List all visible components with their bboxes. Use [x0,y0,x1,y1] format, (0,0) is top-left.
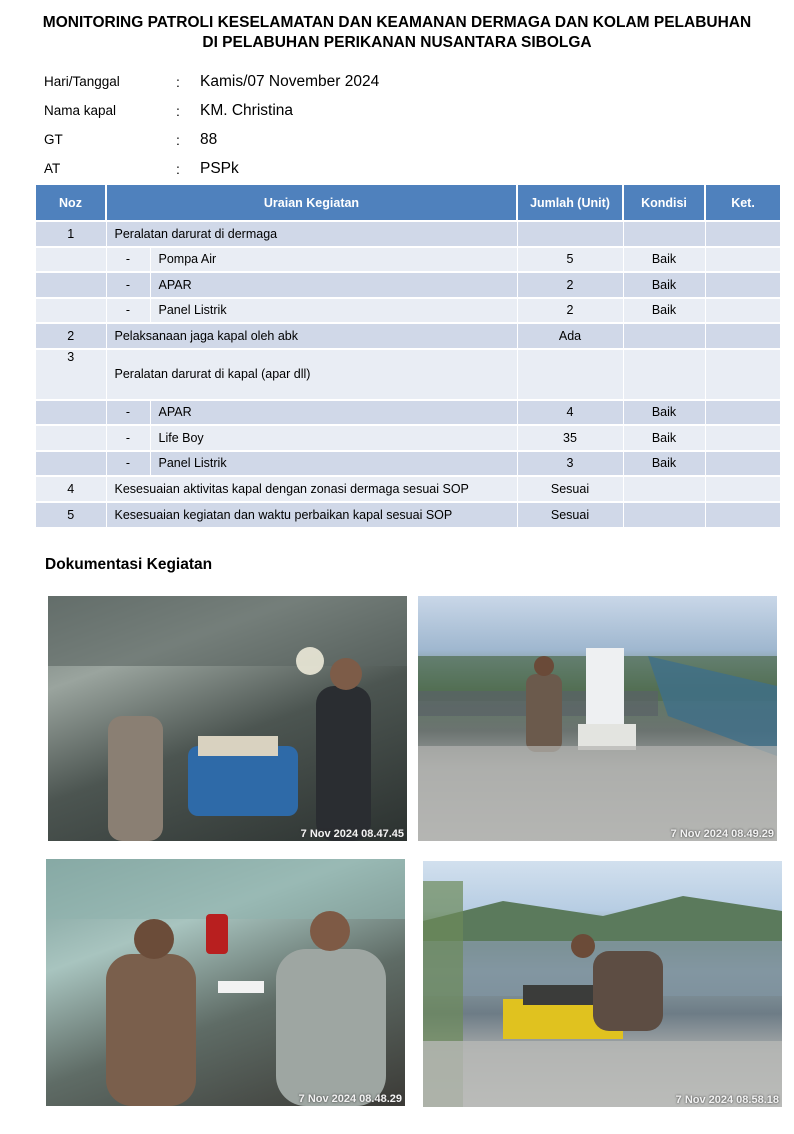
photo-timestamp: 7 Nov 2024 08.48.29 [298,1093,402,1105]
row-quantity: 5 [517,247,623,273]
photo-scene [418,596,777,841]
header-description: Uraian Kegiatan [106,185,517,221]
row-description: Life Boy [150,425,517,451]
row-condition [623,221,705,247]
info-value: 88 [200,130,218,148]
row-dash: - [106,272,150,298]
row-dash: - [106,425,150,451]
row-no: 4 [36,476,106,502]
table-row [36,400,780,426]
row-quantity: Sesuai [517,476,623,502]
row-description: Peralatan darurat di dermaga [106,221,517,247]
table-row [36,323,780,349]
row-condition [623,349,705,400]
photo-scene [46,859,405,1106]
info-block [44,67,379,183]
row-notes [705,425,780,451]
info-value: KM. Christina [200,101,294,119]
table-row [36,476,780,502]
info-colon: : [176,102,180,119]
row-dash: - [106,247,150,273]
row-notes [705,323,780,349]
row-description: Panel Listrik [150,298,517,324]
table-row [36,247,780,273]
info-label: GT [44,132,63,147]
row-description: APAR [150,272,517,298]
row-condition: Baik [623,425,705,451]
row-no [36,272,106,298]
row-quantity: Ada [517,323,623,349]
info-value: Kamis/07 November 2024 [200,72,380,90]
document-title [0,13,794,53]
row-condition: Baik [623,247,705,273]
row-quantity [517,349,623,400]
row-dash: - [106,298,150,324]
photo-onboard-interview [46,859,405,1106]
info-row-at [44,154,379,183]
header-notes: Ket. [705,185,780,221]
row-no [36,425,106,451]
table-row [36,502,780,528]
photo-dock-equipment-check [423,861,782,1107]
table-row [36,349,780,400]
row-dash: - [106,451,150,477]
photo-timestamp: 7 Nov 2024 08.47.45 [300,828,404,840]
row-notes [705,451,780,477]
row-description: Kesesuaian aktivitas kapal dengan zonasi dermaga sesuai SOP [106,476,517,502]
table-row [36,298,780,324]
row-no [36,400,106,426]
info-value: PSPk [200,159,239,177]
row-notes [705,349,780,400]
photo-timestamp: 7 Nov 2024 08.49.29 [670,828,774,840]
info-label: AT [44,161,61,176]
info-colon: : [176,160,180,177]
documentation-heading: Dokumentasi Kegiatan [45,556,213,573]
row-condition: Baik [623,451,705,477]
photo-dock-power-panel [418,596,777,841]
info-label: Hari/Tanggal [44,74,120,89]
table-row [36,451,780,477]
row-no: 5 [36,502,106,528]
title-line-1: MONITORING PATROLI KESELAMATAN DAN KEAMANAN DERMAGA DAN KOLAM PELABUHAN [42,14,752,31]
header-quantity: Jumlah (Unit) [517,185,623,221]
row-condition [623,323,705,349]
header-condition: Kondisi [623,185,705,221]
info-label: Nama kapal [44,103,117,118]
row-no [36,451,106,477]
photo-scene [423,861,782,1107]
row-condition: Baik [623,272,705,298]
row-dash: - [106,400,150,426]
info-row-ship-name [44,96,379,125]
info-row-date [44,67,379,96]
row-description: Panel Listrik [150,451,517,477]
row-condition: Baik [623,400,705,426]
row-no [36,247,106,273]
row-notes [705,221,780,247]
activity-table [36,185,780,527]
info-colon: : [176,73,180,90]
photo-ship-interior-inspection [48,596,407,841]
row-description: Pelaksanaan jaga kapal oleh abk [106,323,517,349]
row-no: 3 [36,349,106,400]
row-no: 2 [36,323,106,349]
title-line-2: DI PELABUHAN PERIKANAN NUSANTARA SIBOLGA [202,34,592,51]
table-row [36,272,780,298]
info-colon: : [176,131,180,148]
row-notes [705,298,780,324]
header-no: Noz [36,185,106,221]
row-no: 1 [36,221,106,247]
row-description: Peralatan darurat di kapal (apar dll) [106,349,517,400]
row-condition: Baik [623,298,705,324]
row-description: Pompa Air [150,247,517,273]
row-description: Kesesuaian kegiatan dan waktu perbaikan kapal sesuai SOP [106,502,517,528]
row-quantity: 2 [517,298,623,324]
row-quantity: 2 [517,272,623,298]
info-row-gt [44,125,379,154]
photo-timestamp: 7 Nov 2024 08.58.18 [675,1094,779,1106]
row-quantity: 35 [517,425,623,451]
table-row [36,221,780,247]
row-quantity: Sesuai [517,502,623,528]
table-row [36,425,780,451]
row-condition [623,476,705,502]
row-quantity [517,221,623,247]
row-quantity: 3 [517,451,623,477]
row-notes [705,476,780,502]
row-no [36,298,106,324]
row-condition [623,502,705,528]
row-description: APAR [150,400,517,426]
row-quantity: 4 [517,400,623,426]
row-notes [705,400,780,426]
table-header-row [36,185,780,221]
row-notes [705,272,780,298]
row-notes [705,502,780,528]
row-notes [705,247,780,273]
photo-scene [48,596,407,841]
